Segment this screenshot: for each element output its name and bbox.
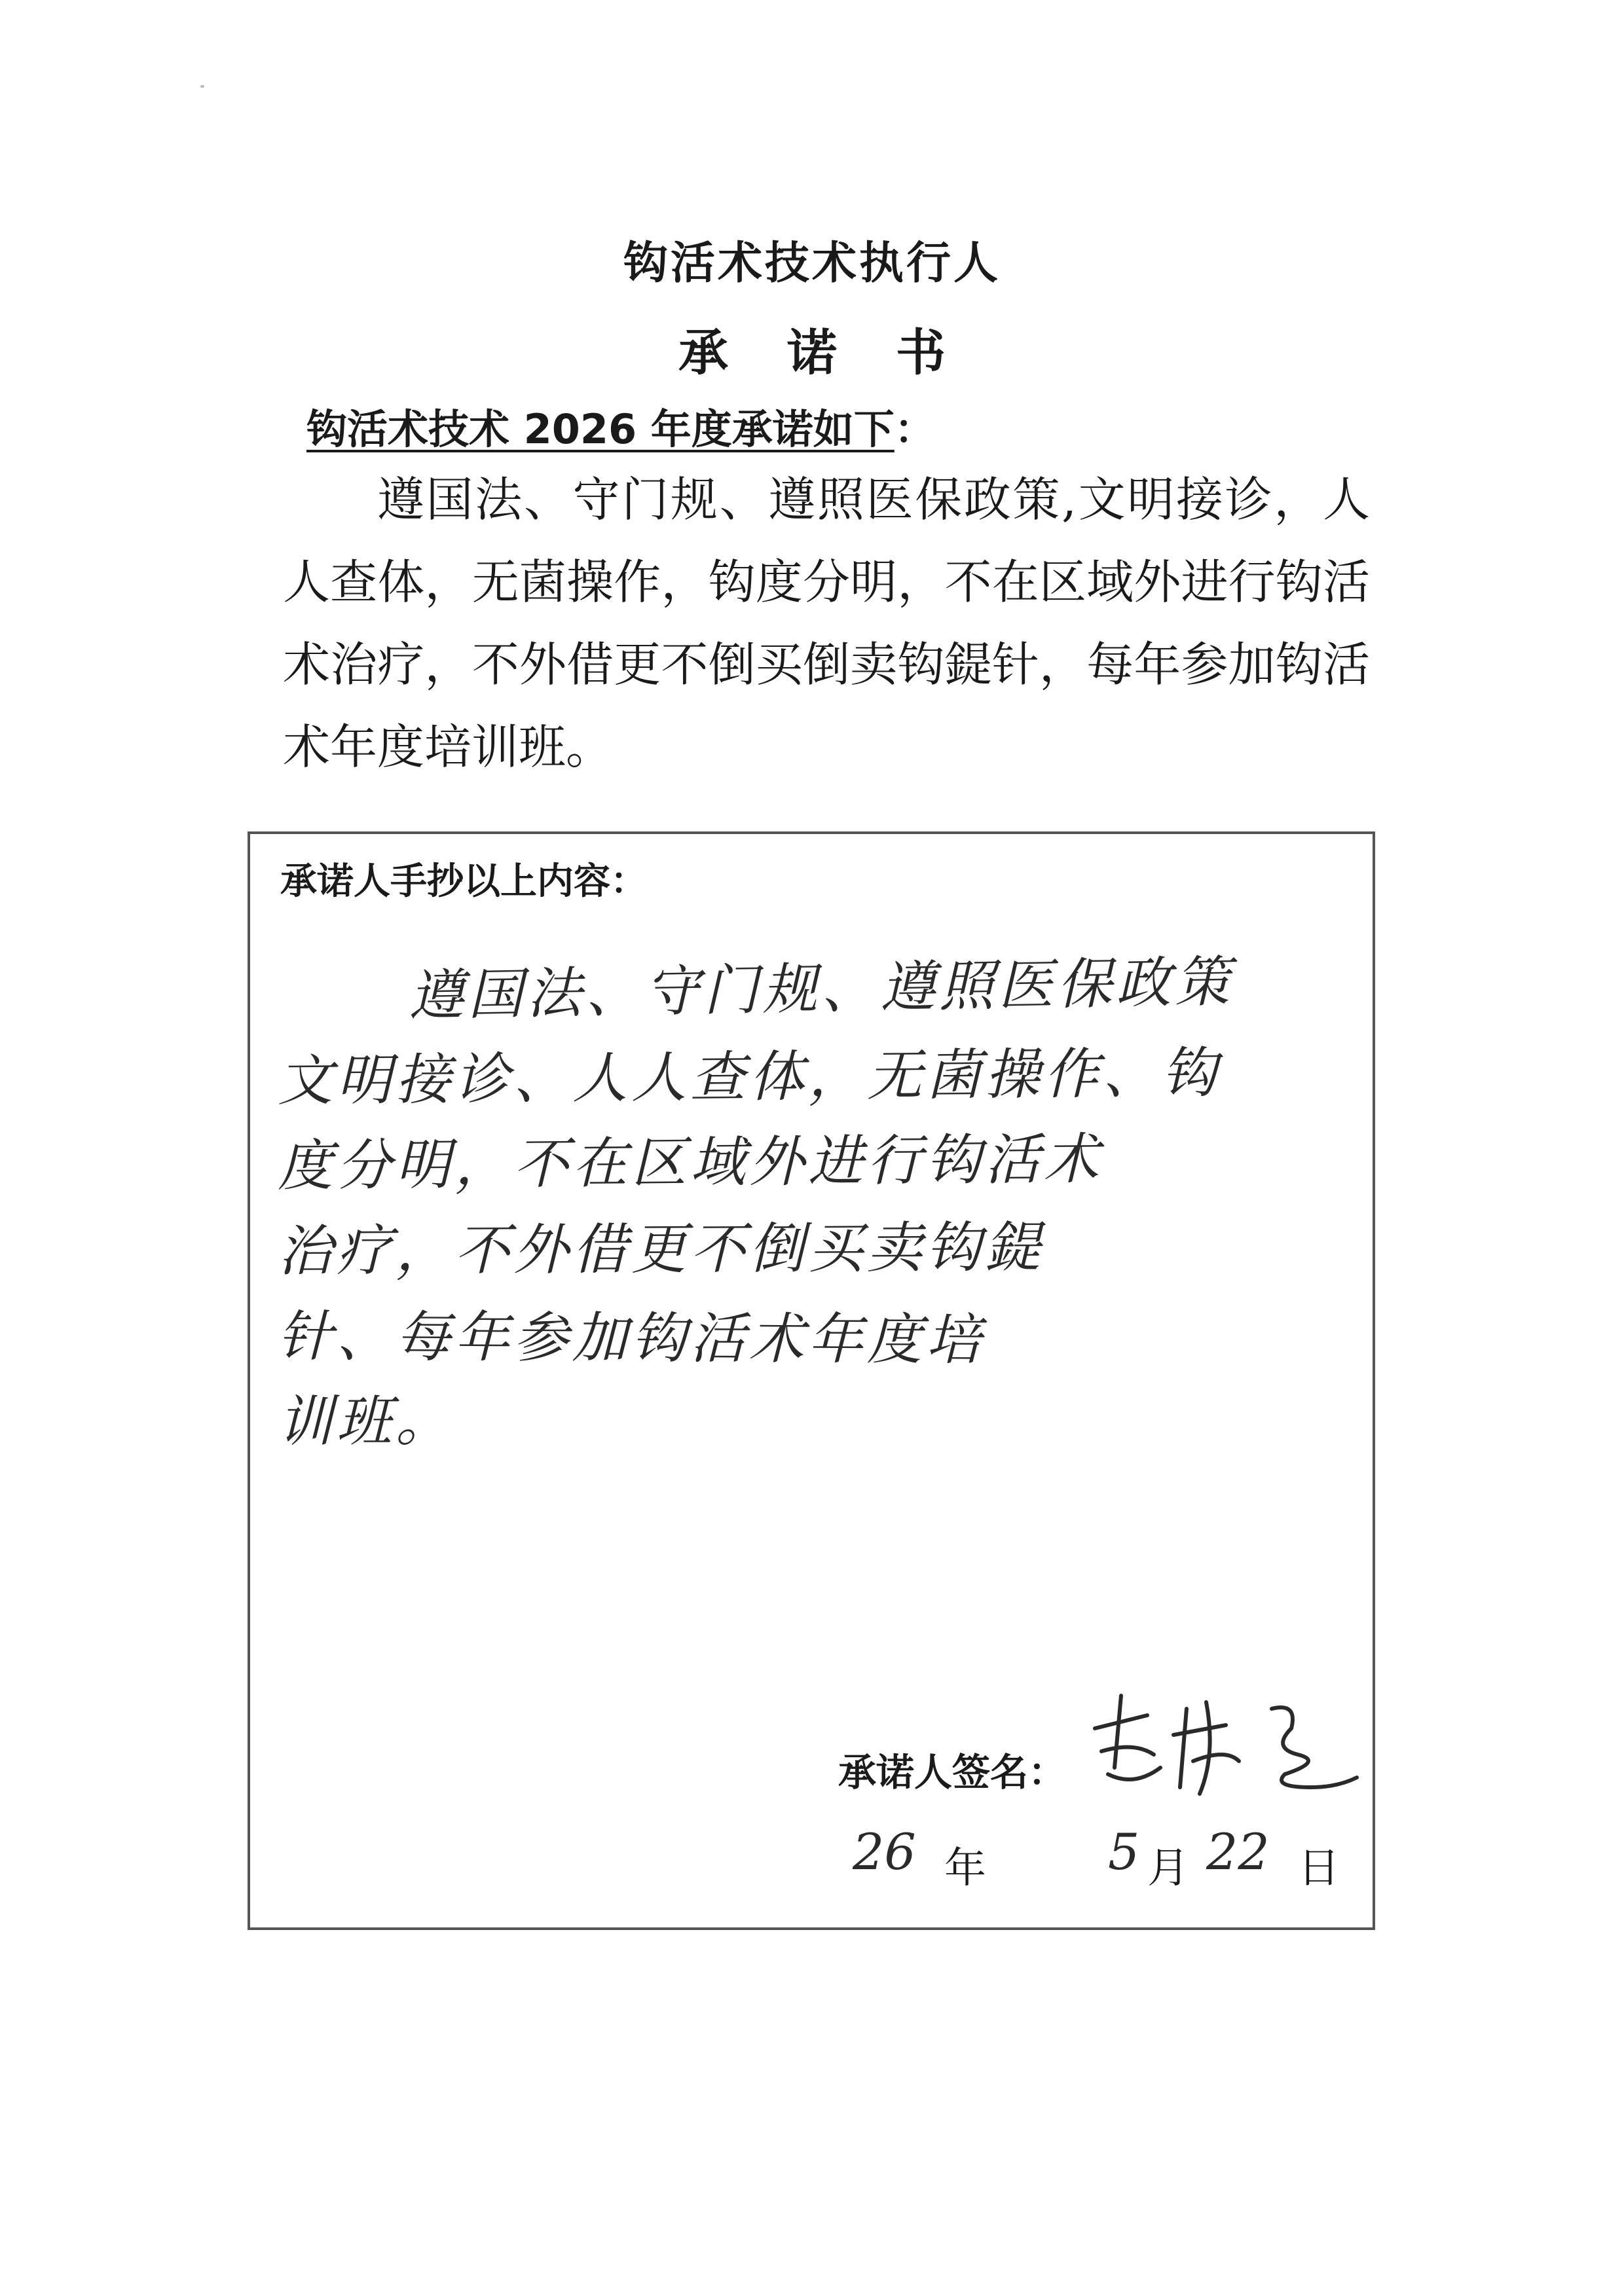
signature-label: 承诺人签名： — [838, 1750, 1067, 1795]
date-month-unit: 月 — [1147, 1844, 1189, 1893]
handwritten-copy-area — [278, 913, 1352, 1567]
handwritten-line: 针、每年参加钩活术年度培 — [277, 1304, 986, 1372]
handwritten-copy-label: 承诺人手抄以上内容： — [280, 860, 647, 903]
handwritten-line: 治疗，不外借更不倒买卖钩鍉 — [277, 1214, 1044, 1283]
handwritten-signature — [1075, 1689, 1363, 1800]
date-year-unit: 年 — [944, 1844, 986, 1893]
date-month-value: 5 — [1108, 1823, 1140, 1881]
date-day-unit: 日 — [1298, 1844, 1340, 1893]
handwritten-copy-box — [248, 831, 1375, 1930]
document-title: 钩活术技术执行人 — [623, 238, 1001, 289]
date-year-value: 26 — [853, 1823, 916, 1881]
pledge-heading-text: 钩活术技术 2026 年度承诺如下 — [306, 405, 895, 453]
pledge-heading — [306, 397, 935, 455]
document-subtitle-pledge: 承诺书 — [678, 323, 1005, 382]
pledge-heading-colon: ： — [894, 405, 935, 453]
handwritten-line: 训班。 — [278, 1389, 455, 1453]
date-day-value: 22 — [1206, 1823, 1270, 1881]
handwritten-line: 度分明，不在区域外进行钩活术 — [277, 1127, 1103, 1198]
handwritten-line: 遵国法、守门规、遵照医保政策 — [408, 949, 1234, 1028]
pledge-body: 遵国法、守门规、遵照医保政策,文明接诊，人人查体，无菌操作，钩度分明，不在区域外进行钩活术治疗，不外借更不倒买倒卖钩鍉针，每年参加钩活术年度培训班。 — [283, 472, 1370, 774]
signature-date — [853, 1823, 1376, 1895]
handwritten-line: 文明接诊、人人查体，无菌操作、钩 — [277, 1040, 1221, 1113]
scan-speck — [200, 85, 204, 88]
